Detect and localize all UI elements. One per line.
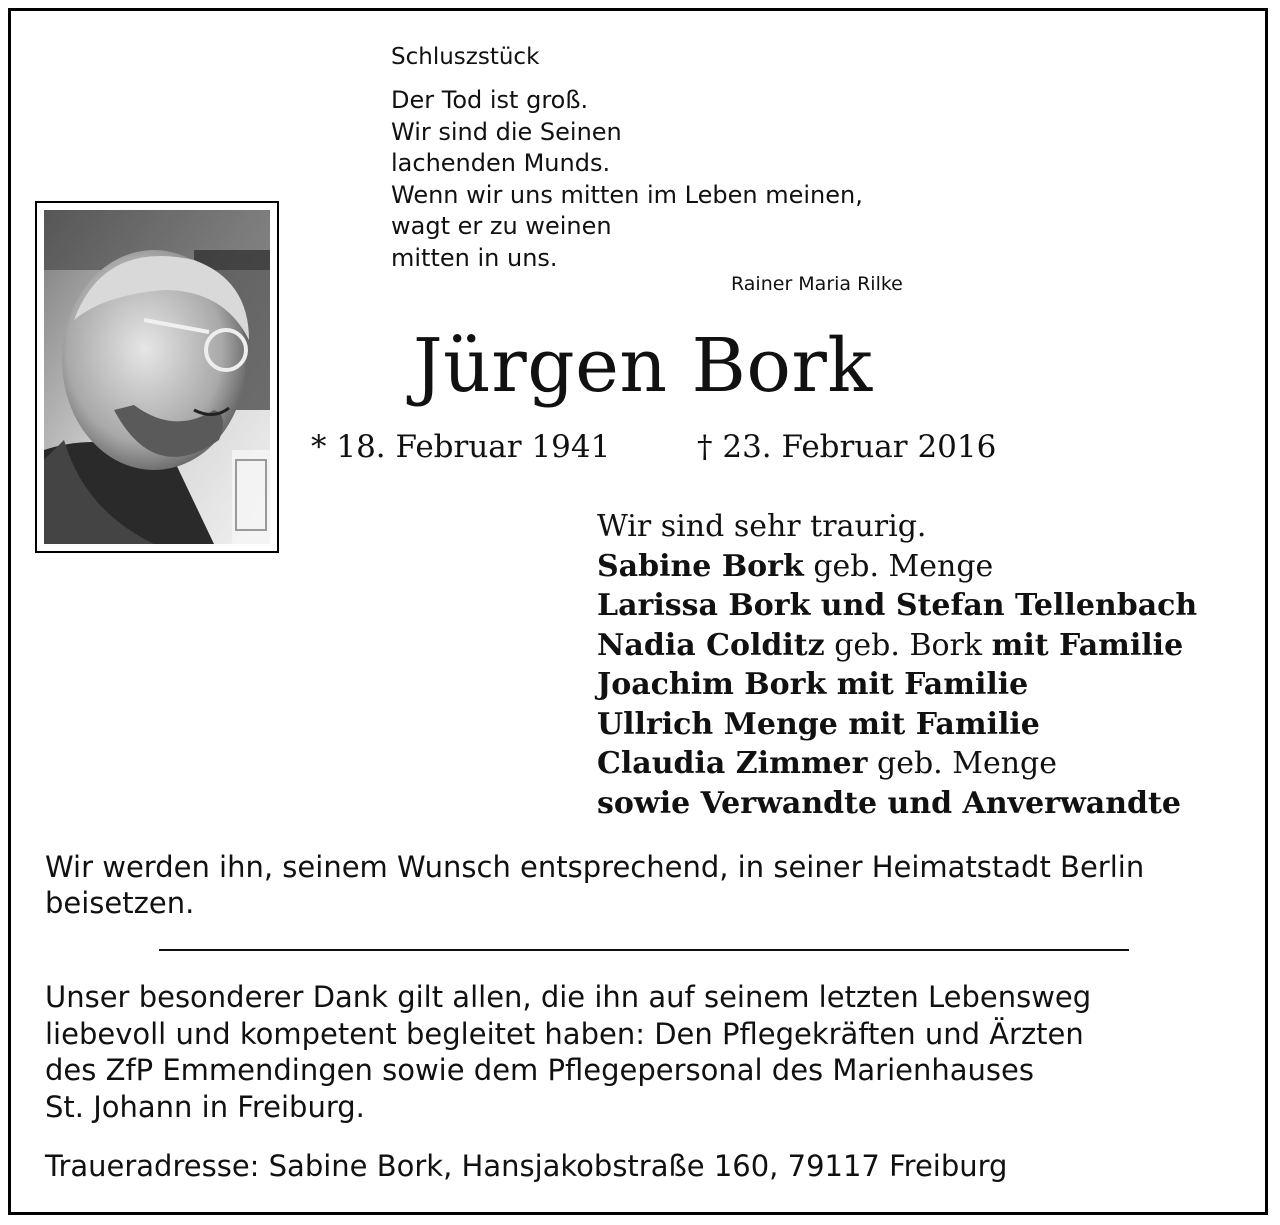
mourner-name: Claudia Zimmer xyxy=(597,746,868,781)
poem-title: Schluszstück xyxy=(391,44,540,70)
poem-line: Wir sind die Seinen xyxy=(391,117,622,146)
mourner-line xyxy=(597,586,1197,626)
thanks-text xyxy=(45,979,1245,1125)
birth-date: * 18. Februar 1941 xyxy=(311,429,611,465)
mourner-name: Joachim Bork mit Familie xyxy=(597,667,1029,702)
mourner-family: mit Familie xyxy=(991,627,1184,663)
deceased-name: Jürgen Bork xyxy=(413,323,873,409)
poem xyxy=(391,85,863,274)
burial-note: Wir werden ihn, seinem Wunsch entsprechend, in seiner Heimatstadt Berlin beisetzen. xyxy=(45,850,1145,920)
mourner-suffix: geb. Bork xyxy=(824,627,992,663)
obituary-frame xyxy=(8,8,1268,1215)
poem-line: lachenden Munds. xyxy=(391,149,611,177)
mourner-name: sowie Verwandte und Anverwandte xyxy=(597,785,1181,821)
poem-author: Rainer Maria Rilke xyxy=(731,273,903,295)
mourner-suffix: geb. Menge xyxy=(867,746,1057,781)
mourner-line xyxy=(597,626,1197,666)
portrait-frame xyxy=(35,201,279,553)
poem-line: Wenn wir uns mitten im Leben meinen, xyxy=(391,180,863,209)
mourner-line xyxy=(597,705,1197,745)
death-date: † 23. Februar 2016 xyxy=(697,429,997,465)
thanks-line: des ZfP Emmendingen sowie dem Pflegepersonal des Marienhauses xyxy=(45,1053,1034,1087)
thanks-line: Unser besonderer Dank gilt allen, die ihn auf seinem letzten Lebensweg xyxy=(45,980,1092,1014)
mourner-name: Ullrich Menge mit Familie xyxy=(597,706,1040,742)
mourners-list xyxy=(597,507,1197,823)
mourner-line xyxy=(597,665,1197,705)
mourners-intro: Wir sind sehr traurig. xyxy=(597,509,927,544)
poem-line: wagt er zu weinen xyxy=(391,212,612,240)
mourner-line xyxy=(597,784,1197,824)
thanks-line: liebevoll und kompetent begleitet haben: Den Pflegekräften und Ärzten xyxy=(45,1016,1084,1051)
mourner-line xyxy=(597,744,1197,784)
mourner-name: Sabine Bork xyxy=(597,548,804,584)
thanks-line: St. Johann in Freiburg. xyxy=(45,1089,365,1124)
mourner-suffix: geb. Menge xyxy=(803,548,994,584)
mourner-name: Larissa Bork und Stefan Tellenbach xyxy=(597,588,1198,623)
mourning-address: Traueradresse: Sabine Bork, Hansjakobstraße 160, 79117 Freiburg xyxy=(45,1149,1008,1183)
mourner-name: Nadia Colditz xyxy=(597,627,825,663)
portrait-photo xyxy=(44,210,270,544)
divider-line xyxy=(159,949,1129,951)
poem-line: Der Tod ist groß. xyxy=(391,86,589,114)
poem-line: mitten in uns. xyxy=(391,243,558,272)
mourner-line xyxy=(597,547,1197,587)
